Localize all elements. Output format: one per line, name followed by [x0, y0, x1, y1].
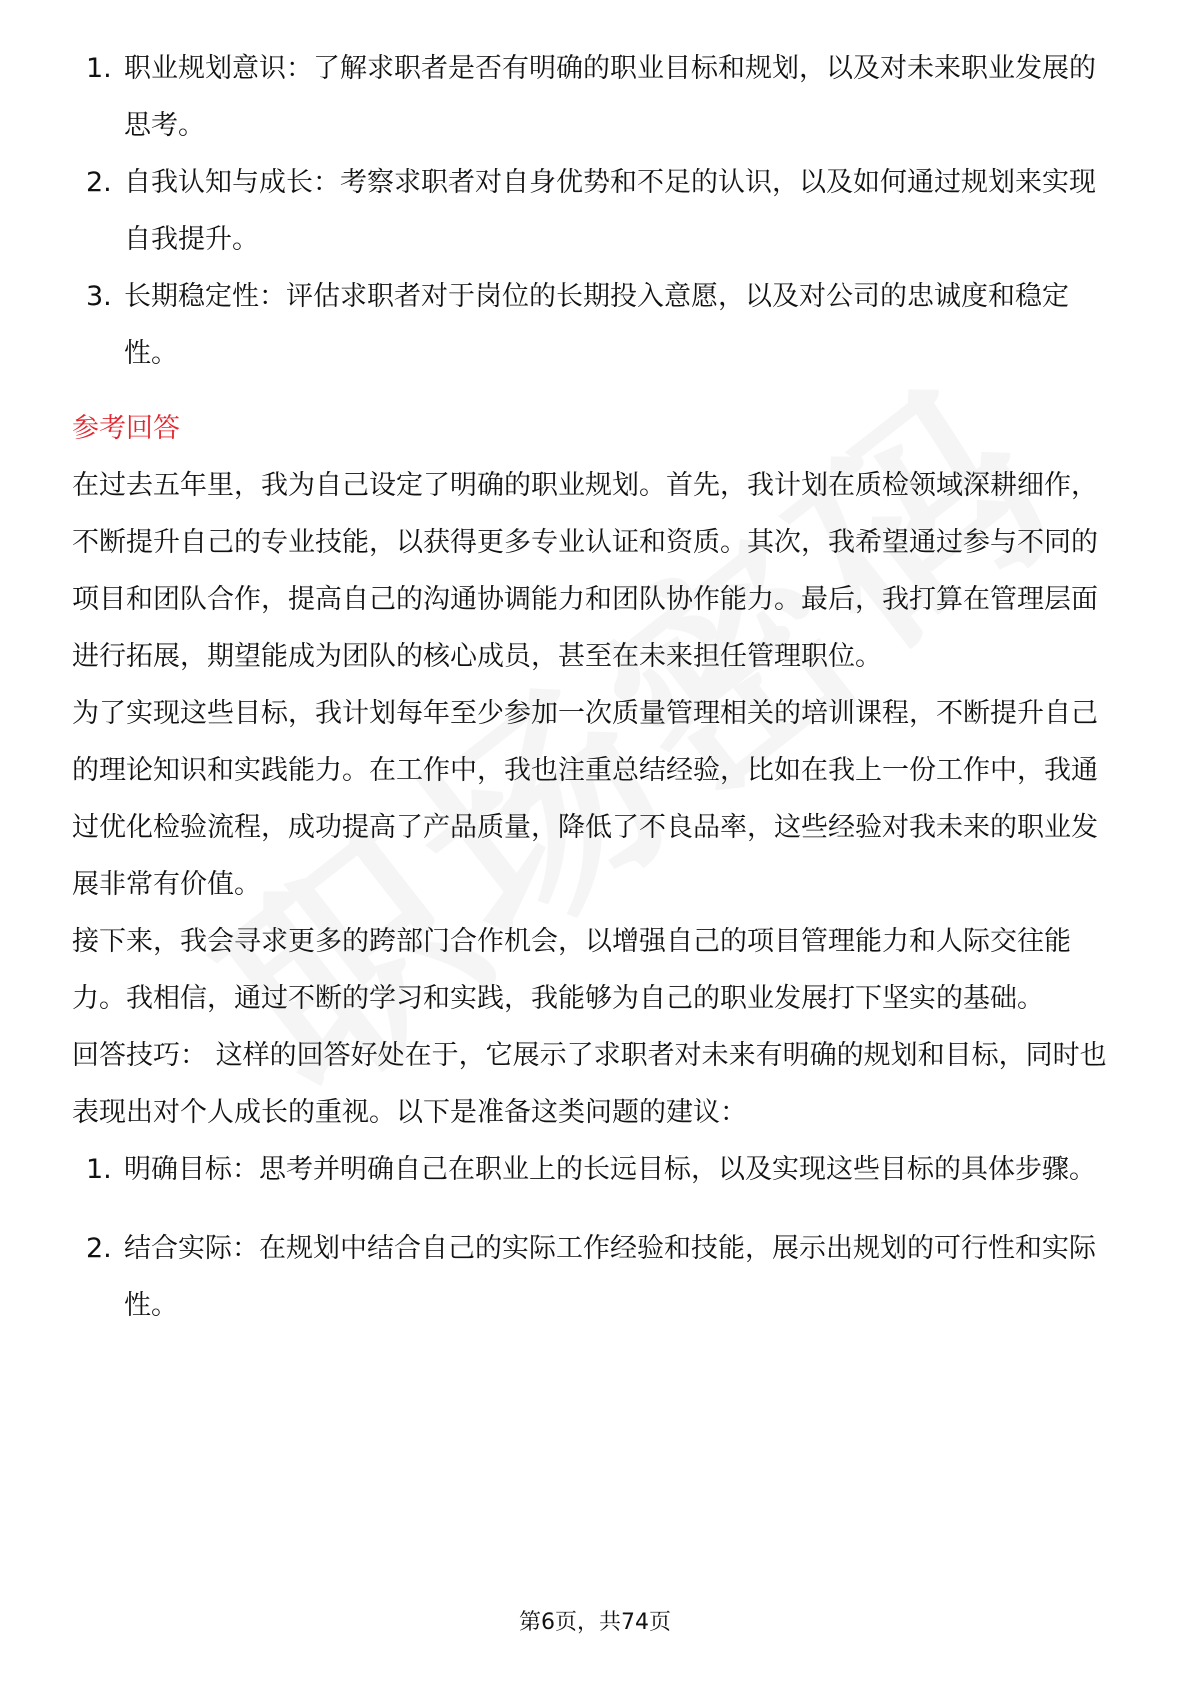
list-item — [72, 40, 1118, 154]
answer-paragraph: 接下来，我会寻求更多的跨部门合作机会，以增强自己的项目管理能力和人际交往能力。我相信，通过不断的学习和实践，我能够为自己的职业发展打下坚实的基础。 — [72, 926, 1071, 1014]
list-item-number: 1. — [86, 53, 112, 84]
answer-paragraph: 在过去五年里，我为自己设定了明确的职业规划。首先，我计划在质检领域深耕细作，不断提升自己的专业技能，以获得更多专业认证和资质。其次，我希望通过参与不同的项目和团队合作，提高自己的沟通协调能力和团队协作能力。最后，我打算在管理层面进行拓展，期望能成为团队的核心成员，甚至在未来担任管理职位。 — [72, 470, 1098, 672]
list-item-number: 1. — [86, 1154, 112, 1185]
document-body — [72, 40, 1118, 1356]
list-item-text: 明确目标：思考并明确自己在职业上的长远目标，以及实现这些目标的具体步骤。 — [124, 1154, 1096, 1185]
section-title: 参考回答 — [72, 413, 180, 444]
list-item-text: 职业规划意识：了解求职者是否有明确的职业目标和规划，以及对未来职业发展的思考。 — [124, 53, 1096, 141]
list-item — [72, 1141, 1118, 1198]
list-item — [72, 268, 1118, 382]
list-item-text: 自我认知与成长：考察求职者对自身优势和不足的认识，以及如何通过规划来实现自我提升。 — [124, 167, 1096, 255]
answer-paragraph: 为了实现这些目标，我计划每年至少参加一次质量管理相关的培训课程，不断提升自己的理论知识和实践能力。在工作中，我也注重总结经验，比如在我上一份工作中，我通过优化检验流程，成功提高了产品质量，降低了不良品率，这些经验对我未来的职业发展非常有价值。 — [72, 698, 1098, 900]
list-item-text: 结合实际：在规划中结合自己的实际工作经验和技能，展示出规划的可行性和实际性。 — [124, 1233, 1096, 1321]
evaluation-points-list — [72, 40, 1118, 382]
list-item-text: 长期稳定性：评估求职者对于岗位的长期投入意愿，以及对公司的忠诚度和稳定性。 — [124, 281, 1069, 369]
tips-list — [72, 1141, 1118, 1334]
list-item-number: 2. — [86, 167, 112, 198]
tips-paragraph: 回答技巧： 这样的回答好处在于，它展示了求职者对未来有明确的规划和目标，同时也表现出对个人成长的重视。以下是准备这类问题的建议： — [72, 1040, 1107, 1128]
list-item — [72, 1220, 1118, 1334]
list-item-number: 2. — [86, 1233, 112, 1264]
page-number: 第6页，共74页 — [519, 1610, 671, 1635]
list-item — [72, 154, 1118, 268]
list-item-number: 3. — [86, 281, 112, 312]
